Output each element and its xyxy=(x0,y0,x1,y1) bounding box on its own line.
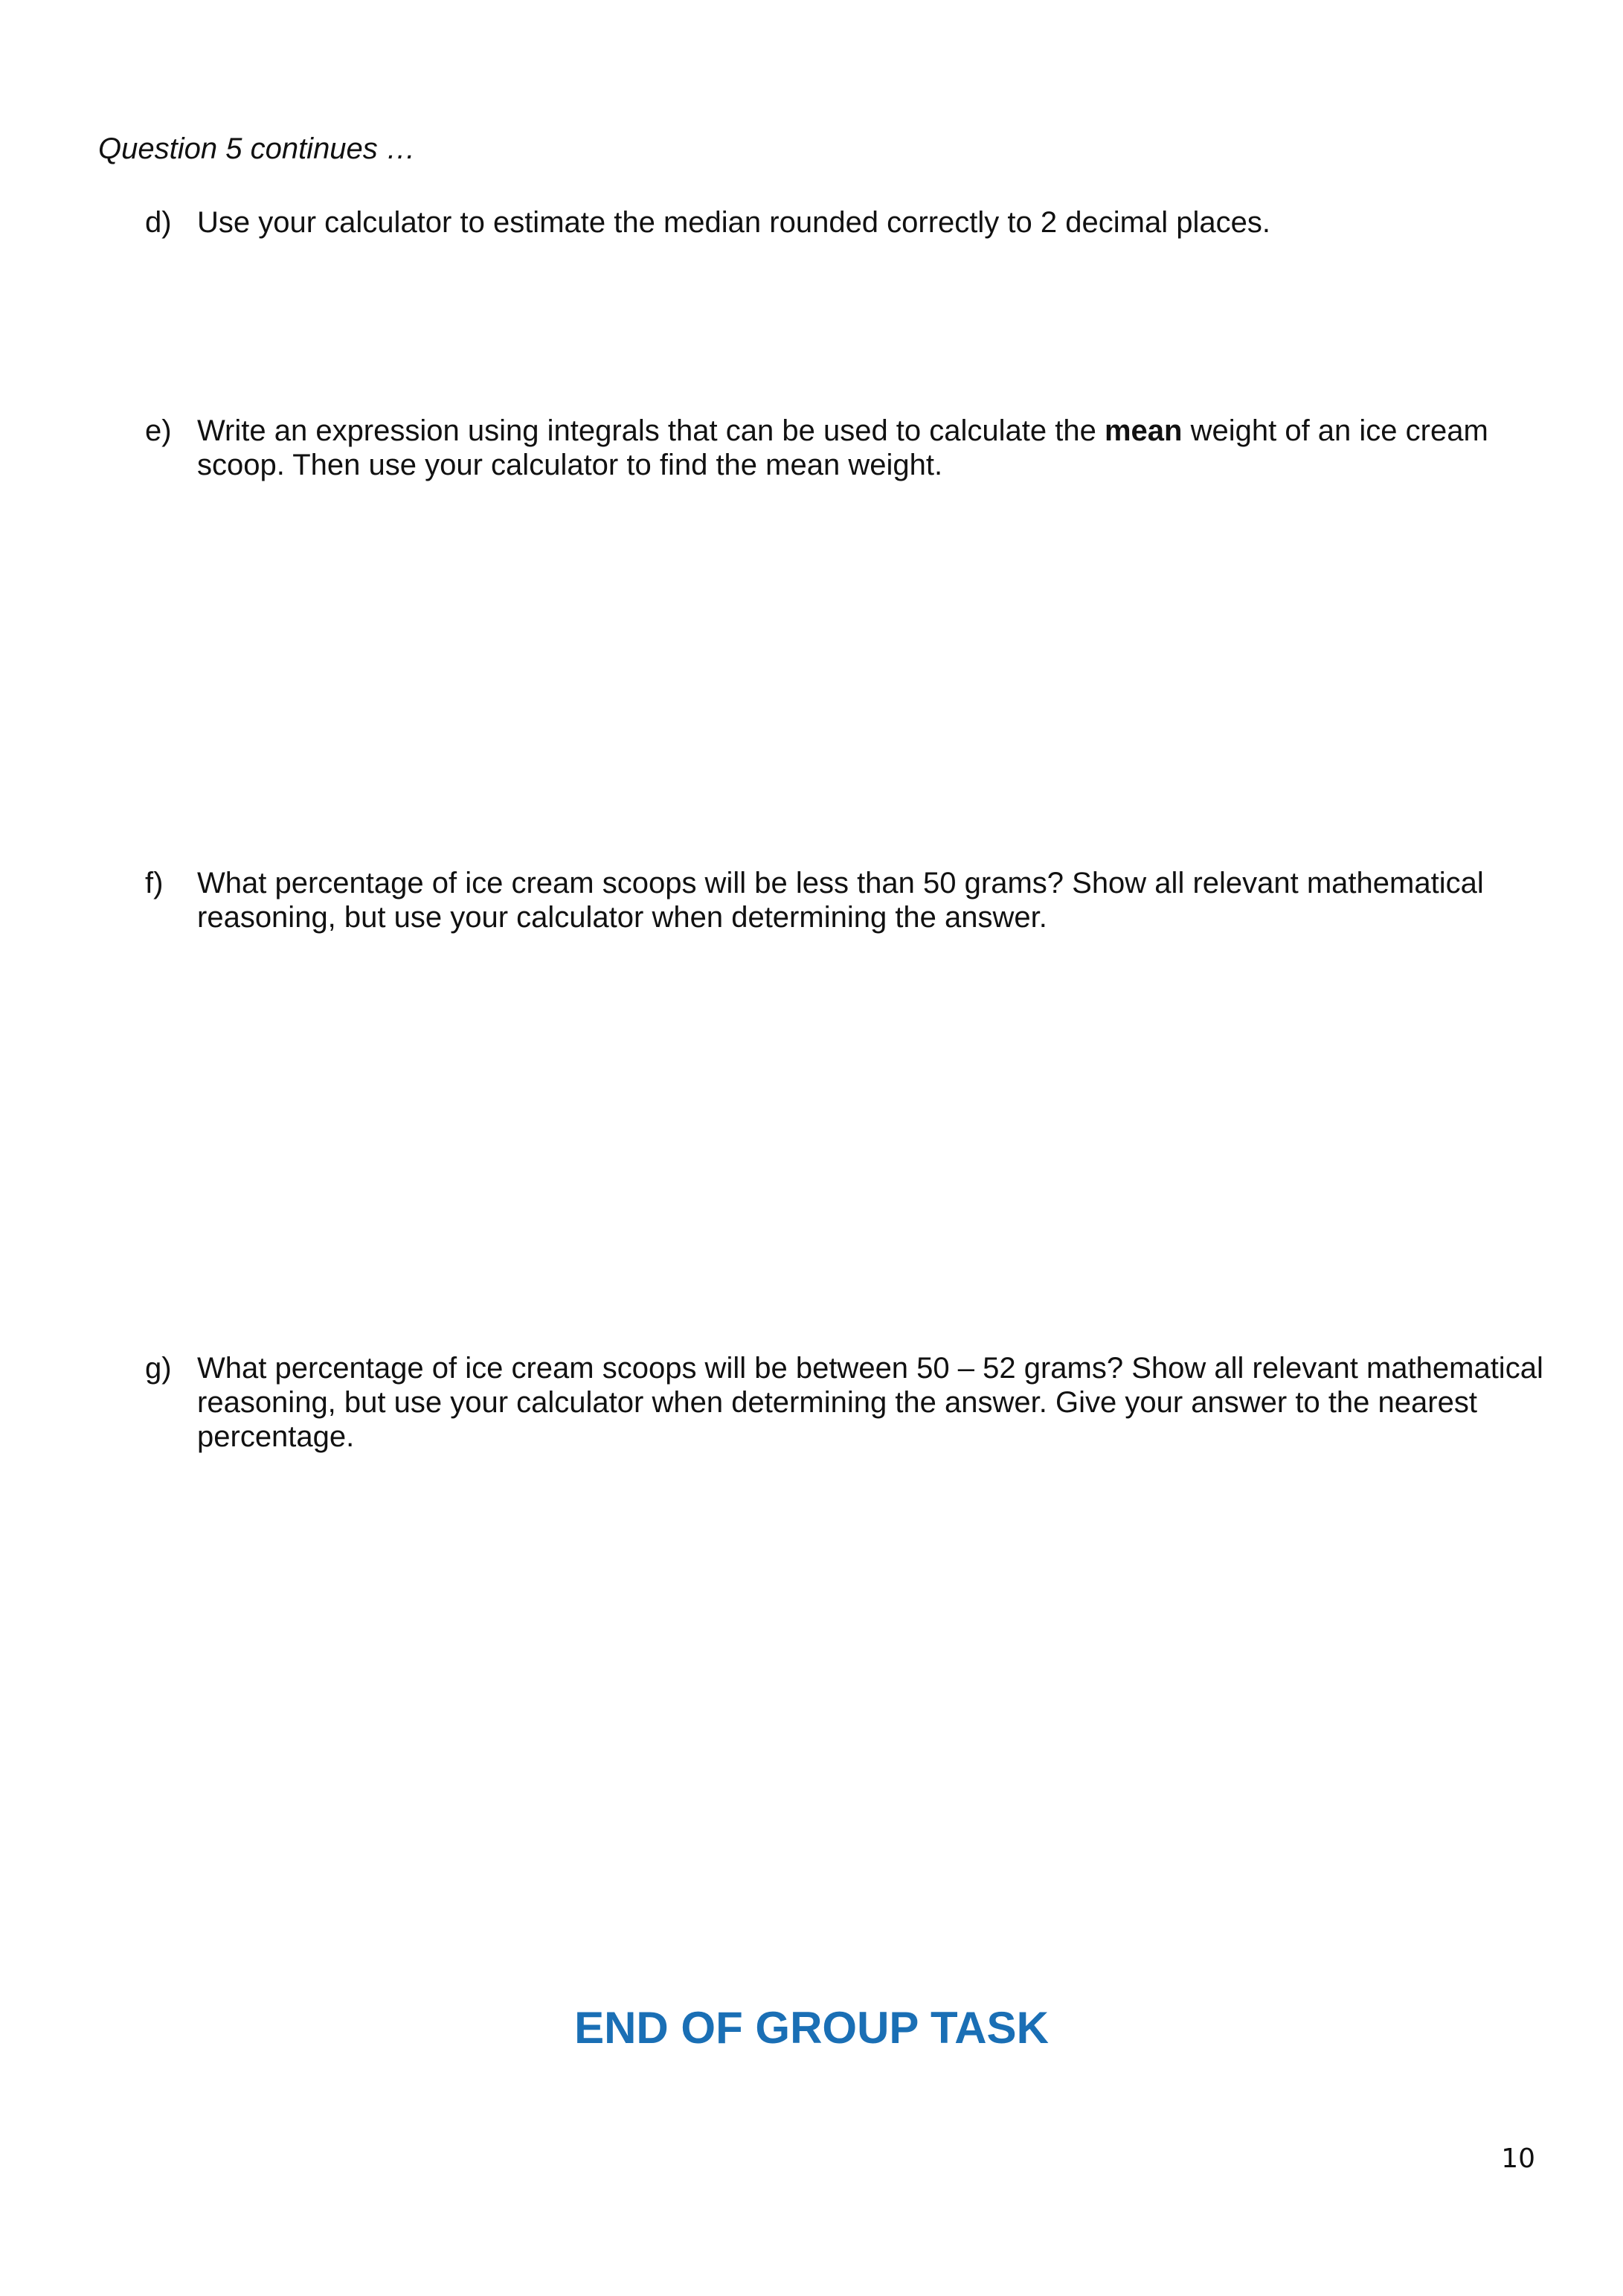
question-continues-heading: Question 5 continues … xyxy=(98,132,416,165)
question-label: f) xyxy=(145,867,164,900)
question-text-part: Write an expression using integrals that can be used to calculate the xyxy=(197,414,1105,447)
question-text: What percentage of ice cream scoops will be between 50 – 52 grams? Show all relevant mathematical reasoning, but use your calculator when determining the answer. Give your answer to the nearest percentage. xyxy=(197,1352,1543,1453)
question-text: Use your calculator to estimate the median rounded correctly to 2 decimal places. xyxy=(197,206,1270,239)
question-f xyxy=(145,866,1543,934)
question-text xyxy=(197,414,1543,482)
question-label: e) xyxy=(145,414,172,447)
question-d xyxy=(145,205,1543,240)
question-label: g) xyxy=(145,1352,172,1385)
page-number: 10 xyxy=(1501,2143,1535,2174)
question-g xyxy=(145,1351,1543,1454)
question-text: What percentage of ice cream scoops will be less than 50 grams? Show all relevant mathematical reasoning, but use your calculator when determining the answer. xyxy=(197,867,1484,934)
end-of-task-banner: END OF GROUP TASK xyxy=(574,2003,1049,2053)
question-text-part: weight of an ice cream scoop. Then use your calculator to find the mean weight. xyxy=(197,414,1488,481)
question-bold-term: mean xyxy=(1104,414,1183,447)
question-label: d) xyxy=(145,206,172,239)
question-e xyxy=(145,414,1543,482)
